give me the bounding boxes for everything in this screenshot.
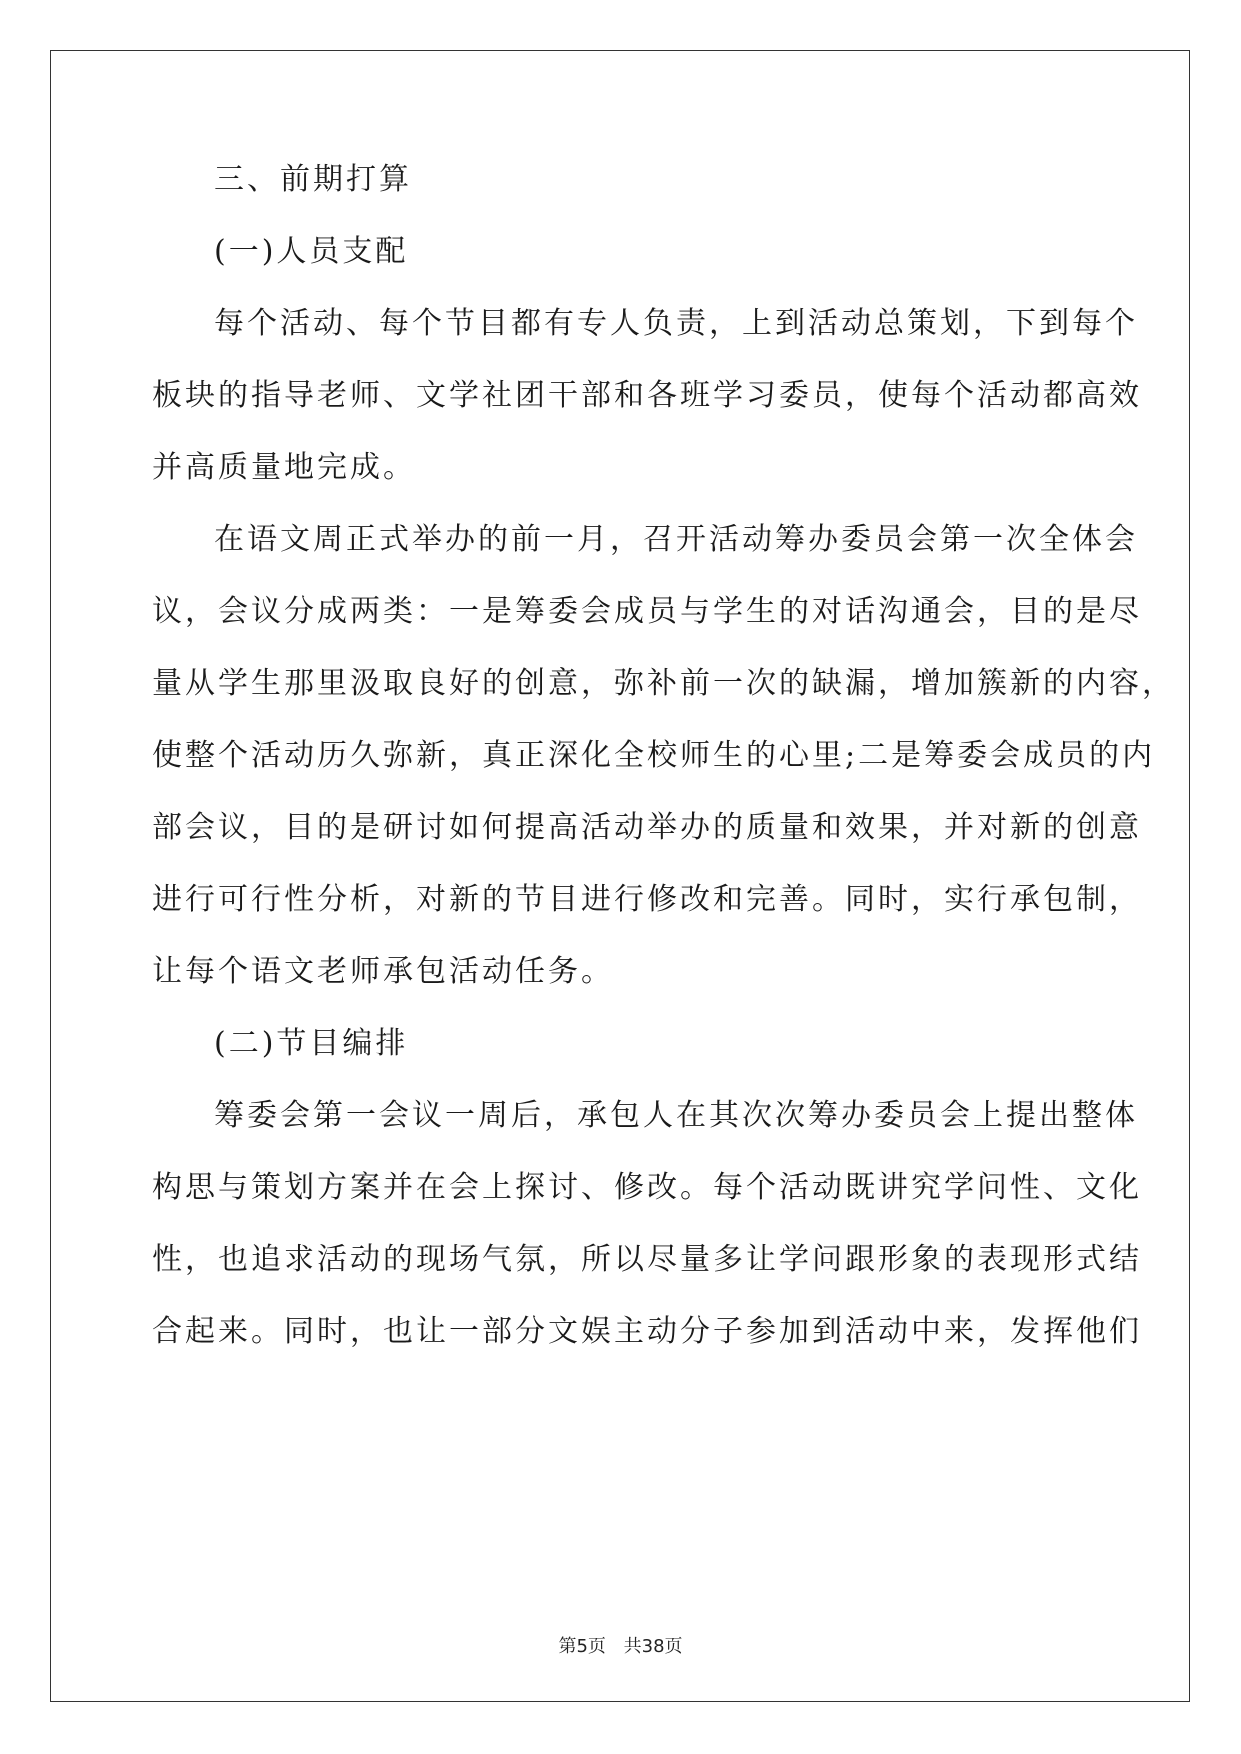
paragraph-line: 性，也追求活动的现场气氛，所以尽量多让学问跟形象的表现形式结 xyxy=(152,1242,1142,1277)
paragraph-line: 筹委会第一会议一周后，承包人在其次次筹办委员会上提出整体 xyxy=(214,1098,1138,1133)
paragraph-line: 在语文周正式举办的前一月，召开活动筹办委员会第一次全体会 xyxy=(214,522,1138,557)
subsection-heading: (二)节目编排 xyxy=(214,1026,409,1061)
paragraph-line: 每个活动、每个节目都有专人负责，上到活动总策划，下到每个 xyxy=(214,306,1138,341)
page-total: 共38页 xyxy=(623,1636,683,1657)
page-footer xyxy=(0,1632,1241,1658)
paragraph-line: 构思与策划方案并在会上探讨、修改。每个活动既讲究学问性、文化 xyxy=(152,1170,1142,1205)
section-heading: 三、前期打算 xyxy=(214,162,412,197)
page-number: 第5页 xyxy=(558,1636,606,1657)
subsection-heading: (一)人员支配 xyxy=(214,234,409,269)
paragraph-line: 并高质量地完成。 xyxy=(152,450,416,485)
paragraph-line: 使整个活动历久弥新，真正深化全校师生的心里;二是筹委会成员的内 xyxy=(152,738,1156,773)
page-border xyxy=(50,50,1190,1702)
paragraph-line: 量从学生那里汲取良好的创意，弥补前一次的缺漏，增加簇新的内容， xyxy=(152,666,1175,701)
paragraph-line: 部会议，目的是研讨如何提高活动举办的质量和效果，并对新的创意 xyxy=(152,810,1142,845)
paragraph-line: 板块的指导老师、文学社团干部和各班学习委员，使每个活动都高效 xyxy=(152,378,1142,413)
paragraph-line: 议，会议分成两类：一是筹委会成员与学生的对话沟通会，目的是尽 xyxy=(152,594,1142,629)
paragraph-line: 让每个语文老师承包活动任务。 xyxy=(152,954,614,989)
paragraph-line: 合起来。同时，也让一部分文娱主动分子参加到活动中来，发挥他们 xyxy=(152,1314,1142,1349)
paragraph-line: 进行可行性分析，对新的节目进行修改和完善。同时，实行承包制， xyxy=(152,882,1142,917)
